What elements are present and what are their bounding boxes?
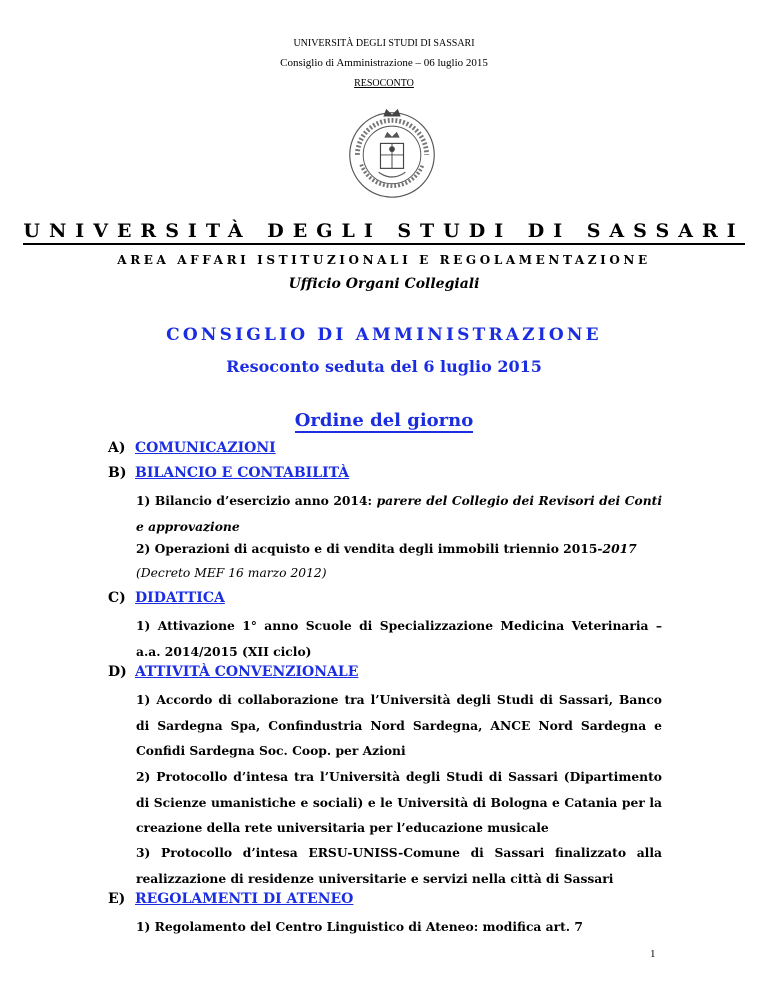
running-header-university: UNIVERSITÀ DEGLI STUDI DI SASSARI (293, 38, 475, 49)
section-link-regolamenti[interactable]: REGOLAMENTI DI ATENEO (135, 891, 354, 907)
agenda-heading: Ordine del giorno (294, 410, 474, 431)
section-link-bilancio[interactable]: BILANCIO E CONTABILITÀ (135, 465, 350, 481)
agenda-item-e1: 1) Regolamento del Centro Linguistico di Ateneo: modifica art. 7 (136, 919, 583, 934)
university-seal-logo (344, 105, 440, 201)
section-b (108, 465, 349, 481)
agenda-item-b1: 1) Bilancio d’esercizio anno 2014: parere del Collegio dei Revisori dei Conti e approvazione (136, 493, 662, 534)
agenda-item-d1: 1) Accordo di collaborazione tra l’Università degli Studi di Sassari, Banco di Sardegna Spa, Confindustria Nord Sardegna, ANCE Nord Sardegna e Confidi Sardegna Soc. Coop. per Azioni (136, 692, 662, 758)
section-letter: A) (108, 440, 126, 456)
agenda-item-b2-note: (Decreto MEF 16 marzo 2012) (136, 566, 327, 580)
university-title: UNIVERSITÀ DEGLI STUDI DI SASSARI (0, 220, 768, 242)
agenda-item-b2: 2) Operazioni di acquisto e di vendita degli immobili triennio 2015-2017 (136, 541, 637, 556)
section-c (108, 590, 225, 606)
session-title: Resoconto seduta del 6 luglio 2015 (226, 357, 542, 376)
section-letter: E) (108, 891, 126, 907)
running-header-resoconto: RESOCONTO (354, 78, 414, 89)
board-title: CONSIGLIO DI AMMINISTRAZIONE (166, 325, 602, 345)
area-title: AREA AFFARI ISTITUZIONALI E REGOLAMENTAZIONE (117, 253, 651, 267)
section-d (108, 664, 358, 680)
section-link-didattica[interactable]: DIDATTICA (135, 590, 225, 606)
section-letter: B) (108, 465, 127, 481)
agenda-item-d2: 2) Protocollo d’intesa tra l’Università degli Studi di Sassari (Dipartimento di Scienze umanistiche e sociali) e le Università di Bologna e Catania per la creazione della rete universitaria per l’educazione musicale (136, 769, 662, 835)
section-link-attivita-convenzionale[interactable]: ATTIVITÀ CONVENZIONALE (135, 664, 359, 680)
section-a (108, 440, 276, 456)
section-link-comunicazioni[interactable]: COMUNICAZIONI (135, 440, 276, 456)
agenda-item-c1: 1) Attivazione 1° anno Scuole di Specializzazione Medicina Veterinaria – a.a. 2014/2015 (XII ciclo) (136, 618, 662, 659)
section-letter: C) (108, 590, 126, 606)
page-number: 1 (650, 948, 656, 960)
running-header-meeting: Consiglio di Amministrazione – 06 luglio 2015 (280, 57, 488, 69)
agenda-item-d3: 3) Protocollo d’intesa ERSU-UNISS-Comune di Sassari finalizzato alla realizzazione di residenze universitarie e servizi nella città di Sassari (136, 845, 662, 886)
section-letter: D) (108, 664, 127, 680)
office-title: Ufficio Organi Collegiali (288, 276, 480, 292)
section-e (108, 891, 353, 907)
